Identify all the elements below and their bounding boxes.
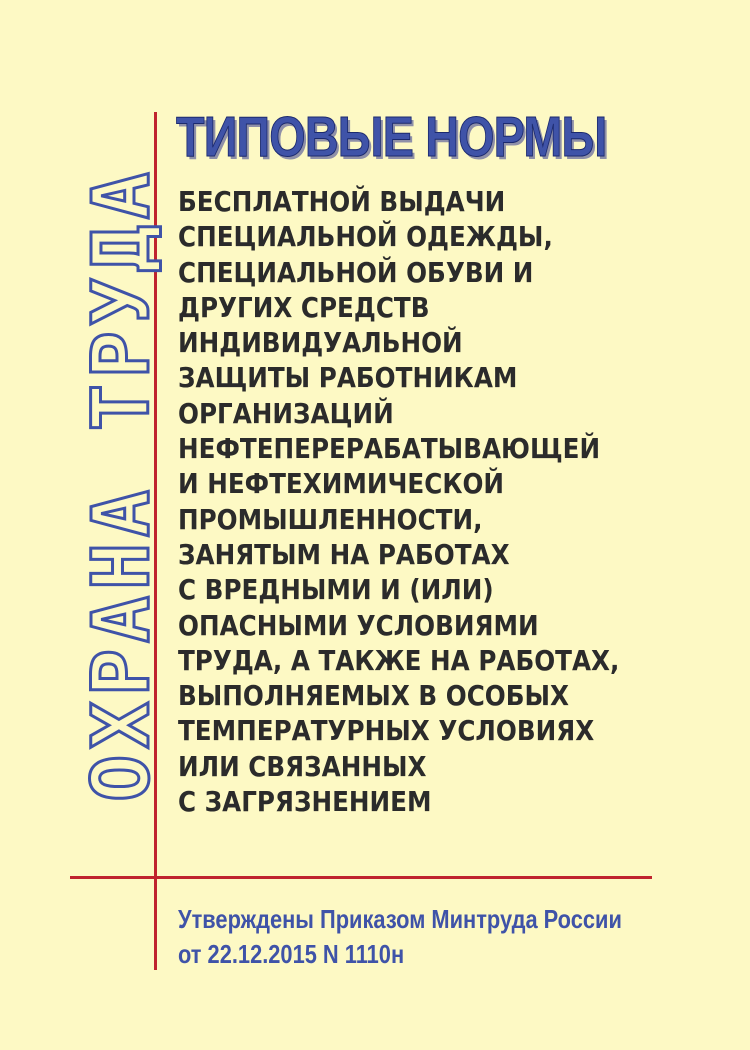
book-subtitle (178, 184, 648, 819)
book-title: ТИПОВЫЕ НОРМЫ (176, 105, 607, 169)
subtitle-line: БЕСПЛАТНОЙ ВЫДАЧИ (178, 185, 506, 218)
subtitle-line: ЗАНЯТЫМ НА РАБОТАХ (178, 537, 510, 571)
horizontal-divider (70, 876, 652, 879)
approval-line: от 22.12.2015 N 1110н (178, 939, 405, 969)
subtitle-line: ОПАСНЫМИ УСЛОВИЯМИ (178, 608, 539, 642)
subtitle-line: ИЛИ СВЯЗАННЫХ (178, 749, 427, 783)
approval-line: Утверждены Приказом Минтруда России (178, 904, 622, 934)
series-label: ОХРАНА ТРУДА (77, 166, 167, 802)
subtitle-line: ДРУГИХ СРЕДСТВ (178, 290, 430, 324)
subtitle-line: ИНДИВИДУАЛЬНОЙ (178, 326, 463, 360)
approval-note (178, 902, 658, 972)
subtitle-line: СПЕЦИАЛЬНОЙ ОДЕЖДЫ, (178, 220, 553, 254)
subtitle-line: СПЕЦИАЛЬНОЙ ОБУВИ И (178, 255, 534, 289)
subtitle-line: ТРУДА, А ТАКЖЕ НА РАБОТАХ, (178, 643, 620, 677)
subtitle-line: И НЕФТЕХИМИЧЕСКОЙ (178, 467, 505, 501)
subtitle-line: С ЗАГРЯЗНЕНИЕМ (178, 785, 432, 819)
subtitle-line: ТЕМПЕРАТУРНЫХ УСЛОВИЯХ (178, 714, 595, 748)
subtitle-line: ПРОМЫШЛЕННОСТИ, (178, 502, 483, 536)
subtitle-line: ВЫПОЛНЯЕМЫХ В ОСОБЫХ (178, 679, 570, 713)
subtitle-line: ЗАЩИТЫ РАБОТНИКАМ (178, 361, 518, 395)
subtitle-line: С ВРЕДНЫМИ И (ИЛИ) (178, 573, 494, 607)
subtitle-line: ОРГАНИЗАЦИЙ (178, 396, 394, 430)
subtitle-line: НЕФТЕПЕРЕРАБАТЫВАЮЩЕЙ (178, 432, 601, 466)
